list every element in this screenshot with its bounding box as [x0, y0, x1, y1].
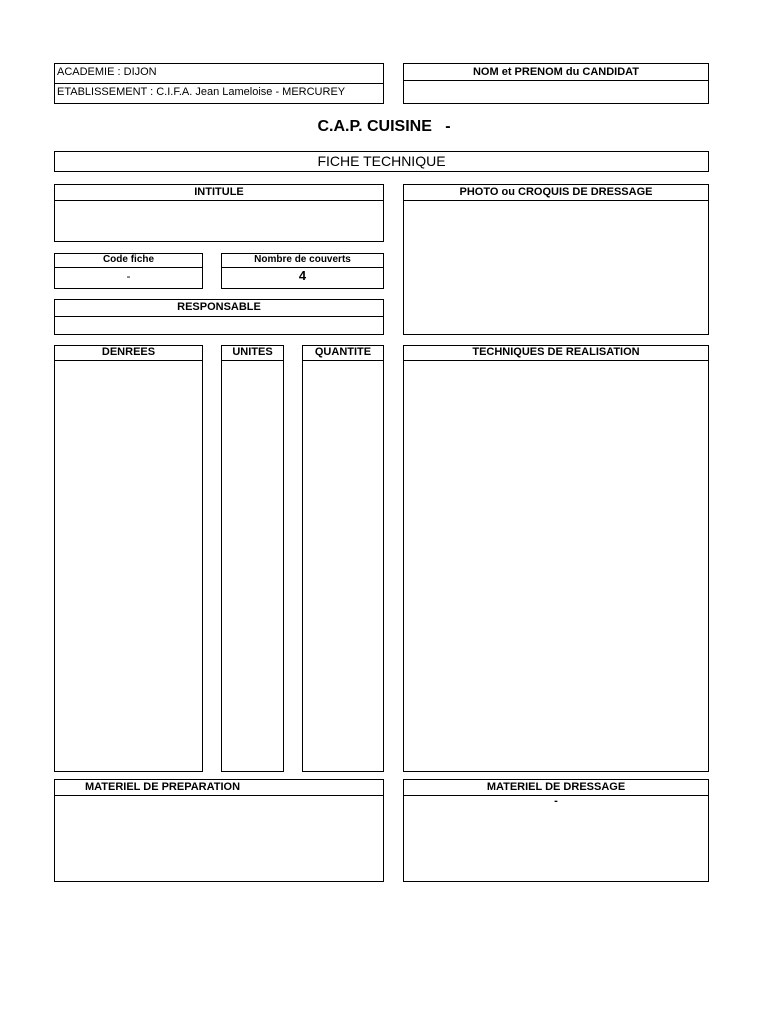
academie-label: ACADEMIE : DIJON — [57, 66, 157, 78]
materiel-preparation-field[interactable] — [55, 796, 383, 881]
photo-area[interactable] — [404, 201, 708, 334]
responsable-header: RESPONSABLE — [55, 300, 383, 317]
intitule-box — [54, 184, 384, 242]
denrees-column — [54, 345, 203, 772]
etablissement-label: ETABLISSEMENT : C.I.F.A. Jean Lameloise - MERCUREY — [57, 86, 346, 98]
intitule-header: INTITULE — [55, 185, 383, 201]
techniques-column — [403, 345, 709, 772]
materiel-preparation-box — [54, 779, 384, 882]
couverts-header: Nombre de couverts — [222, 254, 383, 268]
materiel-dressage-box — [403, 779, 709, 882]
materiel-dressage-value[interactable]: - — [554, 795, 558, 807]
academie-row — [55, 64, 383, 84]
academie-box — [54, 63, 384, 104]
unites-header: UNITES — [222, 346, 283, 361]
denrees-field[interactable] — [55, 361, 202, 771]
responsable-box — [54, 299, 384, 335]
materiel-preparation-label: MATERIEL DE PREPARATION — [85, 781, 241, 793]
fiche-technique-bar — [54, 151, 709, 172]
unites-column — [221, 345, 284, 772]
couverts-box — [221, 253, 384, 289]
quantite-column — [302, 345, 384, 772]
unites-field[interactable] — [222, 361, 283, 771]
candidat-field[interactable] — [404, 81, 708, 103]
materiel-preparation-header — [55, 780, 383, 796]
techniques-field[interactable] — [404, 361, 708, 771]
quantite-header: QUANTITE — [303, 346, 383, 361]
code-fiche-box — [54, 253, 203, 289]
photo-header: PHOTO ou CROQUIS DE DRESSAGE — [404, 185, 708, 201]
code-fiche-header: Code fiche — [55, 254, 202, 268]
fiche-technique-label: FICHE TECHNIQUE — [317, 153, 446, 169]
photo-box — [403, 184, 709, 335]
denrees-header: DENREES — [55, 346, 202, 361]
materiel-dressage-header: MATERIEL DE DRESSAGE — [404, 780, 708, 796]
page-title: C.A.P. CUISINE - — [317, 118, 451, 135]
couverts-value[interactable]: 4 — [298, 268, 307, 283]
quantite-field[interactable] — [303, 361, 383, 771]
techniques-header: TECHNIQUES DE REALISATION — [404, 346, 708, 361]
responsable-field[interactable] — [55, 317, 383, 334]
candidat-box — [403, 63, 709, 104]
candidat-header: NOM et PRENOM du CANDIDAT — [404, 64, 708, 81]
code-fiche-value[interactable]: - — [126, 269, 131, 283]
intitule-field[interactable] — [55, 201, 383, 241]
